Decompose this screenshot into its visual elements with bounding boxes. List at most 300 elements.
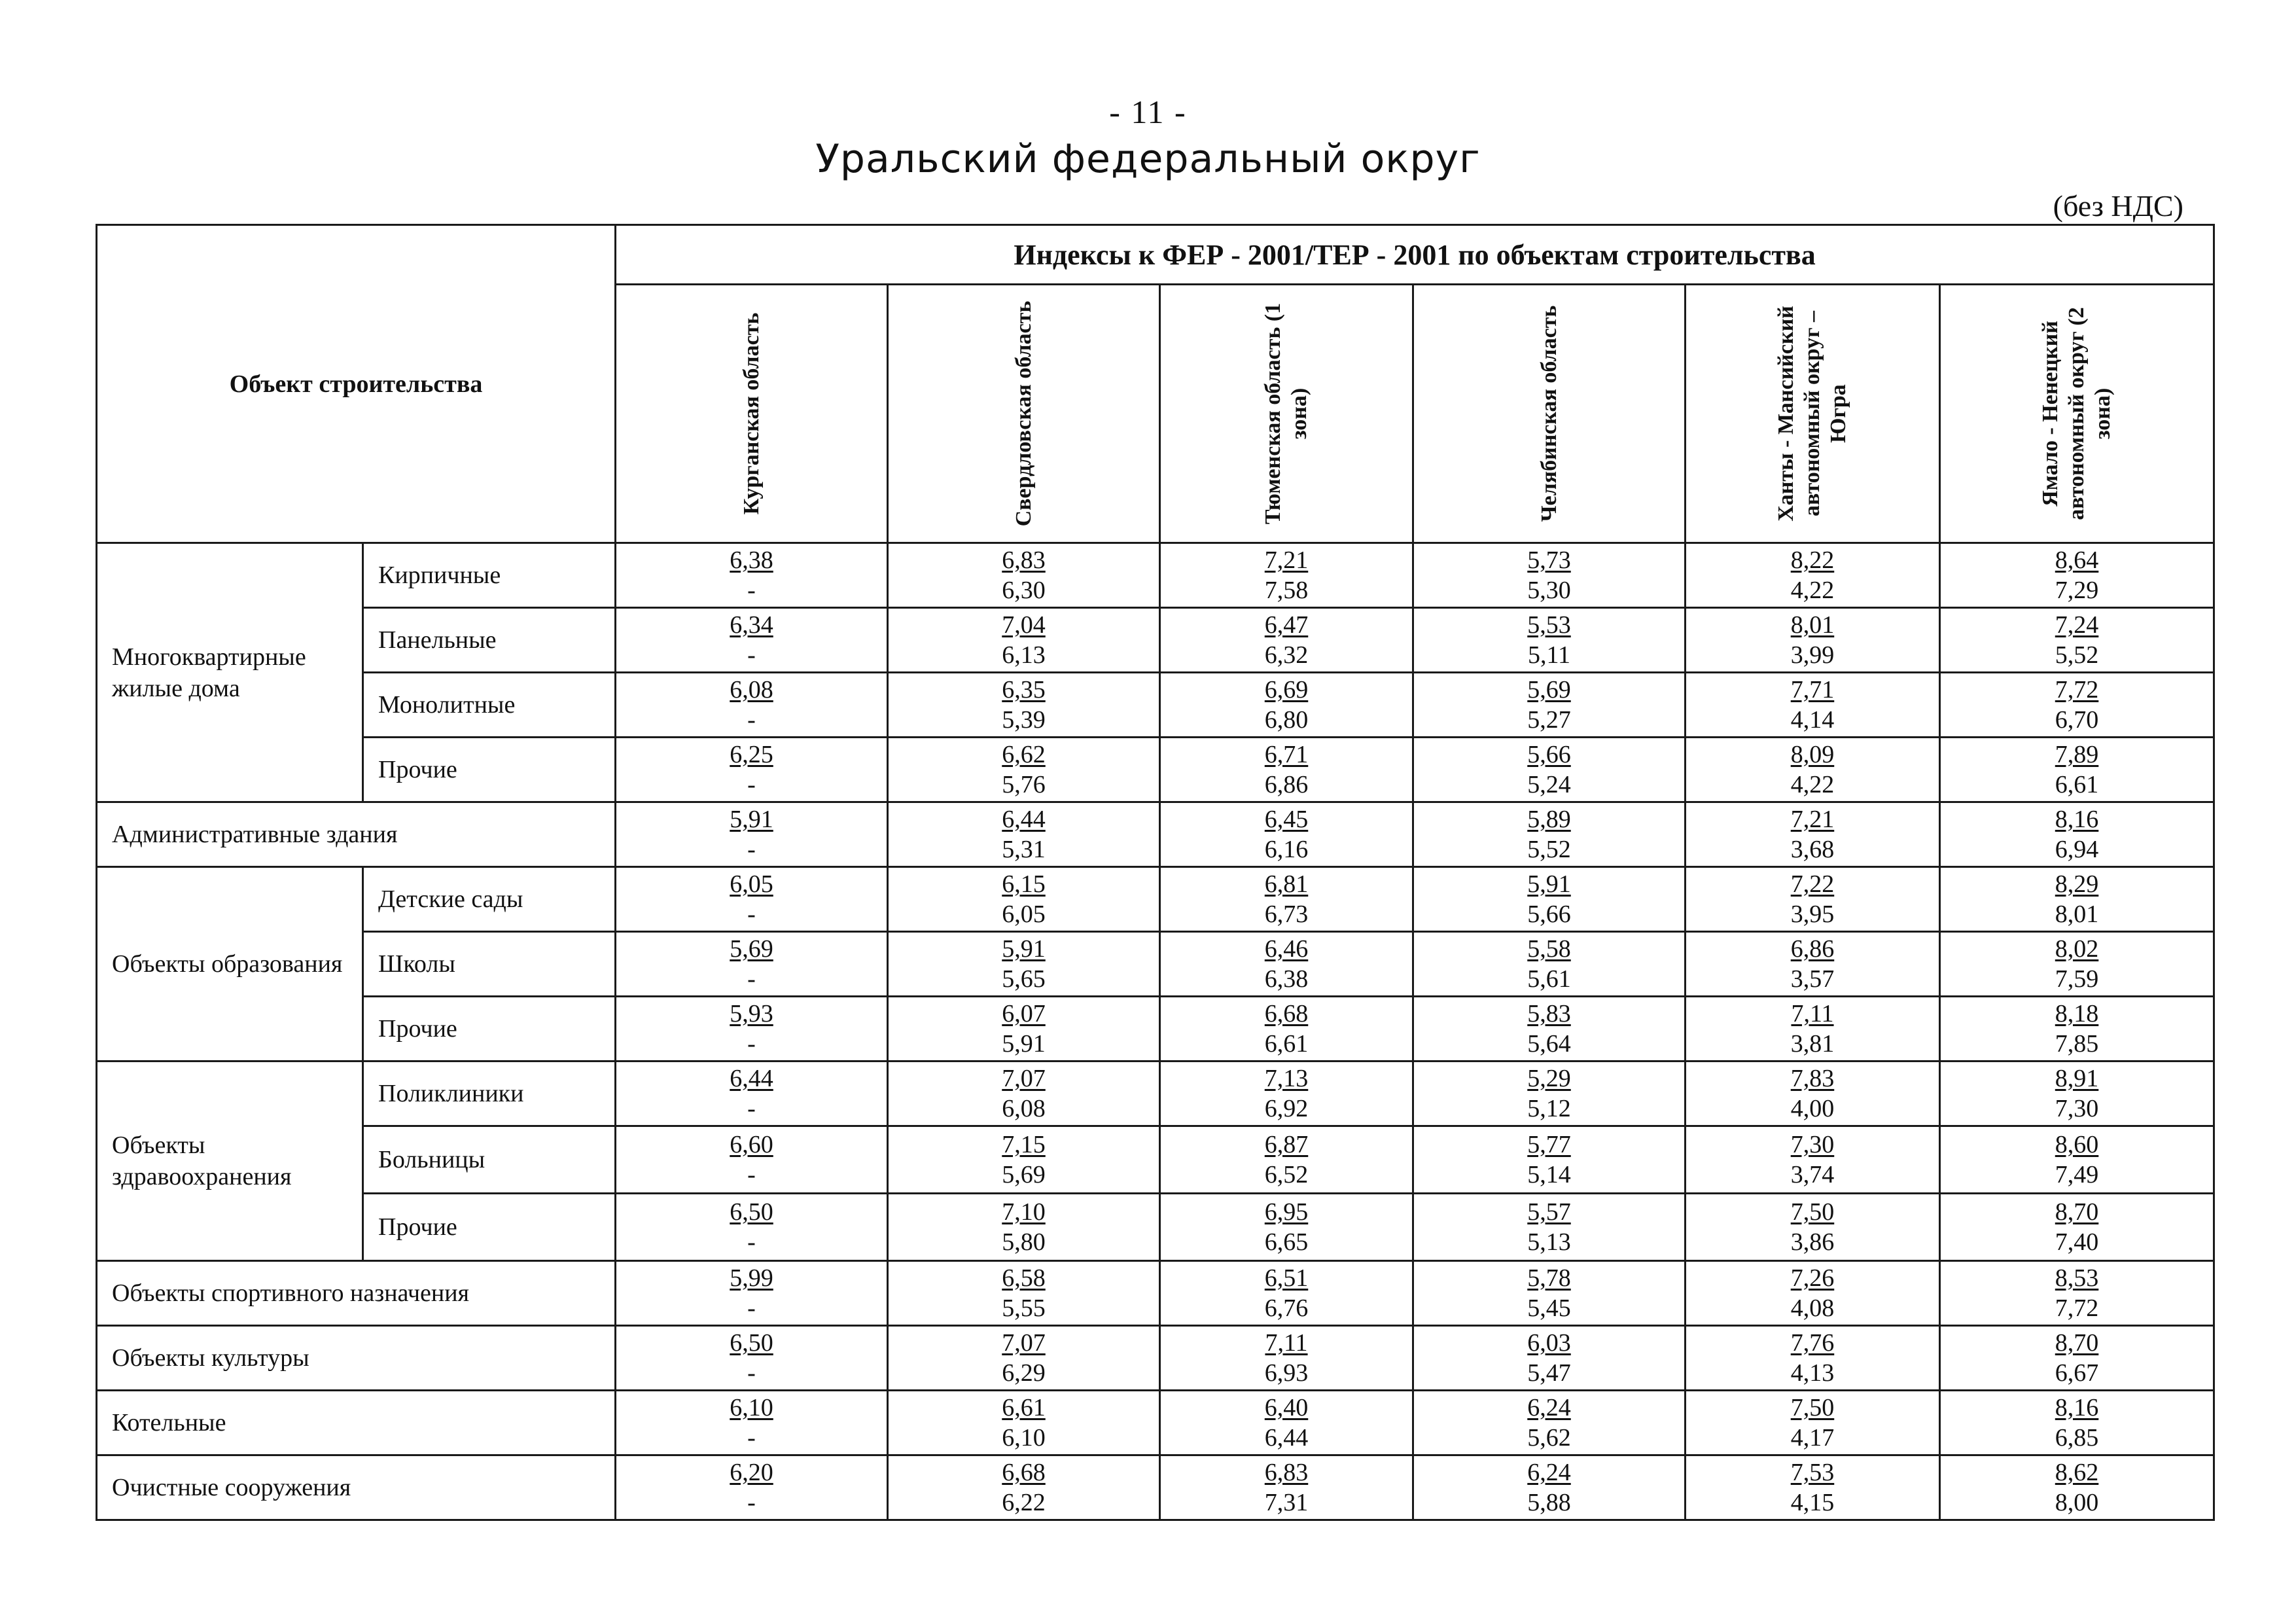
table-row [97, 1126, 2214, 1194]
index-cell [888, 1194, 1160, 1261]
index-value-main: 7,04 [1002, 611, 1046, 639]
index-value-secondary: 7,30 [2055, 1095, 2099, 1122]
index-value-secondary: 6,85 [2055, 1424, 2099, 1452]
index-cell [616, 608, 888, 673]
index-cell [888, 1326, 1160, 1391]
index-value-main: 6,44 [1002, 806, 1046, 833]
index-value-main: 5,91 [1527, 870, 1571, 898]
index-value-main: 7,26 [1790, 1264, 1835, 1292]
index-cell [1940, 1126, 2214, 1194]
index-cell [1160, 608, 1413, 673]
index-cell [1686, 1061, 1940, 1126]
index-value-secondary: - [747, 1294, 756, 1322]
index-value-secondary: 5,45 [1527, 1294, 1571, 1322]
index-value-main: 5,53 [1527, 611, 1571, 639]
index-cell [1413, 1455, 1686, 1520]
index-value-main: 6,15 [1002, 870, 1046, 898]
index-value-secondary: 5,52 [2055, 641, 2099, 669]
index-value-main: 7,15 [1002, 1131, 1046, 1158]
index-value-main: 8,16 [2055, 1394, 2099, 1421]
index-cell [888, 1126, 1160, 1194]
object-label: Котельные [97, 1391, 616, 1455]
index-value-main: 6,81 [1264, 870, 1309, 898]
index-value-main: 6,24 [1527, 1394, 1571, 1421]
subgroup-label: Детские сады [363, 867, 616, 932]
index-value-secondary: 3,95 [1790, 901, 1835, 928]
index-cell [1686, 1194, 1940, 1261]
index-value-main: 6,34 [730, 611, 773, 639]
index-value-secondary: 4,17 [1790, 1424, 1835, 1452]
index-value-main: 6,95 [1264, 1198, 1309, 1226]
index-value-main: 6,03 [1527, 1329, 1571, 1357]
index-value-secondary: 7,72 [2055, 1294, 2099, 1322]
index-value-main: 8,29 [2055, 870, 2099, 898]
index-value-main: 7,11 [1265, 1329, 1308, 1357]
index-value-secondary: 6,44 [1264, 1424, 1309, 1452]
index-value-secondary: 5,62 [1527, 1424, 1571, 1452]
index-value-main: 8,01 [1790, 611, 1835, 639]
index-value-secondary: 3,99 [1790, 641, 1835, 669]
index-value-secondary: 6,13 [1002, 641, 1046, 669]
index-value-main: 5,69 [1527, 676, 1571, 704]
index-value-secondary: 4,22 [1790, 577, 1835, 604]
subgroup-label: Панельные [363, 608, 616, 673]
index-cell [1686, 867, 1940, 932]
index-value-secondary: 6,65 [1264, 1228, 1309, 1256]
index-value-secondary: 5,61 [1527, 965, 1571, 993]
index-value-secondary: 5,91 [1002, 1030, 1046, 1058]
index-cell [1940, 1061, 2214, 1126]
index-cell [616, 673, 888, 738]
index-value-main: 6,35 [1002, 676, 1046, 704]
index-value-secondary: 3,86 [1790, 1228, 1835, 1256]
index-value-secondary: 4,13 [1790, 1359, 1835, 1387]
index-cell [1160, 673, 1413, 738]
index-value-secondary: 6,29 [1002, 1359, 1046, 1387]
index-value-main: 7,07 [1002, 1329, 1046, 1357]
index-value-secondary: 6,16 [1264, 836, 1309, 863]
index-cell [1160, 1391, 1413, 1455]
index-value-main: 6,61 [1002, 1394, 1046, 1421]
index-value-secondary: 6,30 [1002, 577, 1046, 604]
index-value-secondary: 5,12 [1527, 1095, 1571, 1122]
index-cell [1160, 997, 1413, 1061]
index-value-main: 8,18 [2055, 1000, 2099, 1027]
index-cell [1940, 1455, 2214, 1520]
index-value-main: 7,10 [1002, 1198, 1046, 1226]
table-row [97, 1326, 2214, 1391]
index-cell [616, 1455, 888, 1520]
subgroup-label: Прочие [363, 738, 616, 802]
index-cell [1940, 932, 2214, 997]
index-value-main: 8,70 [2055, 1329, 2099, 1357]
index-value-secondary: - [747, 1489, 756, 1516]
index-value-main: 6,60 [730, 1131, 773, 1158]
index-cell [616, 1194, 888, 1261]
index-value-main: 6,45 [1264, 806, 1309, 833]
index-value-main: 5,69 [730, 935, 773, 963]
index-value-secondary: 6,73 [1264, 901, 1309, 928]
index-cell [616, 738, 888, 802]
index-value-main: 6,83 [1264, 1459, 1309, 1486]
subgroup-label: Школы [363, 932, 616, 997]
index-cell [1160, 1194, 1413, 1261]
index-value-secondary: - [747, 706, 756, 734]
table-row [97, 1061, 2214, 1126]
index-value-main: 6,08 [730, 676, 773, 704]
index-cell [888, 1061, 1160, 1126]
index-value-main: 7,21 [1264, 546, 1309, 574]
index-value-secondary: 6,32 [1264, 641, 1309, 669]
index-value-main: 6,68 [1002, 1459, 1046, 1486]
index-value-main: 6,62 [1002, 741, 1046, 768]
indices-table [96, 224, 2215, 1521]
region-label: Ямало - Ненецкий автономный округ (2 зона) [2038, 307, 2115, 520]
index-value-main: 5,66 [1527, 741, 1571, 768]
index-value-secondary: 7,40 [2055, 1228, 2099, 1256]
table-row [97, 867, 2214, 932]
index-value-secondary: 7,85 [2055, 1030, 2099, 1058]
index-cell [1160, 1261, 1413, 1326]
index-value-main: 6,05 [730, 870, 773, 898]
index-cell [1686, 1455, 1940, 1520]
index-value-secondary: 6,52 [1264, 1161, 1309, 1188]
region-header [888, 285, 1160, 543]
index-cell [616, 1126, 888, 1194]
index-value-main: 5,29 [1527, 1065, 1571, 1092]
index-value-secondary: 5,39 [1002, 706, 1046, 734]
index-value-secondary: 5,13 [1527, 1228, 1571, 1256]
index-value-secondary: 3,81 [1790, 1030, 1835, 1058]
table-row [97, 1261, 2214, 1326]
index-cell [888, 997, 1160, 1061]
index-value-secondary: 4,08 [1790, 1294, 1835, 1322]
index-cell [1413, 802, 1686, 867]
index-cell [1413, 997, 1686, 1061]
region-header [1686, 285, 1940, 543]
index-value-secondary: 6,76 [1264, 1294, 1309, 1322]
subgroup-label: Больницы [363, 1126, 616, 1194]
index-value-secondary: 5,31 [1002, 836, 1046, 863]
table-row [97, 1194, 2214, 1261]
table-row [97, 608, 2214, 673]
index-value-secondary: - [747, 901, 756, 928]
index-value-main: 7,71 [1790, 676, 1835, 704]
index-value-main: 5,93 [730, 1000, 773, 1027]
table-row [97, 1391, 2214, 1455]
object-header: Объект строительства [97, 225, 616, 543]
subgroup-label: Монолитные [363, 673, 616, 738]
index-cell [616, 997, 888, 1061]
index-cell [1413, 867, 1686, 932]
index-value-secondary: 6,10 [1002, 1424, 1046, 1452]
index-cell [888, 1391, 1160, 1455]
index-value-main: 6,07 [1002, 1000, 1046, 1027]
group-label: Объекты здравоохранения [97, 1061, 363, 1261]
index-value-secondary: 6,22 [1002, 1489, 1046, 1516]
object-label: Очистные сооружения [97, 1455, 616, 1520]
index-value-secondary: 7,59 [2055, 965, 2099, 993]
page-number: - 11 - [1109, 94, 1187, 130]
index-cell [1413, 1126, 1686, 1194]
index-cell [1686, 1391, 1940, 1455]
table-row [97, 1455, 2214, 1520]
index-value-secondary: 4,14 [1790, 706, 1835, 734]
index-value-main: 6,58 [1002, 1264, 1046, 1292]
index-value-main: 8,22 [1790, 546, 1835, 574]
index-value-main: 6,38 [730, 546, 773, 574]
index-value-main: 6,68 [1264, 1000, 1309, 1027]
index-value-main: 7,50 [1790, 1198, 1835, 1226]
index-value-main: 8,53 [2055, 1264, 2099, 1292]
index-cell [1413, 1326, 1686, 1391]
index-value-main: 5,83 [1527, 1000, 1571, 1027]
index-value-secondary: 6,05 [1002, 901, 1046, 928]
index-cell [1413, 1061, 1686, 1126]
index-cell [616, 802, 888, 867]
index-value-secondary: 6,92 [1264, 1095, 1309, 1122]
index-value-secondary: - [747, 1095, 756, 1122]
index-cell [1413, 673, 1686, 738]
subgroup-label: Поликлиники [363, 1061, 616, 1126]
index-value-secondary: 6,61 [2055, 771, 2099, 798]
index-value-main: 6,44 [730, 1065, 773, 1092]
index-value-secondary: 4,22 [1790, 771, 1835, 798]
index-value-main: 5,91 [730, 806, 773, 833]
index-cell [1160, 1326, 1413, 1391]
index-value-main: 6,24 [1527, 1459, 1571, 1486]
index-cell [616, 1391, 888, 1455]
index-value-main: 6,69 [1264, 676, 1309, 704]
index-cell [1940, 867, 2214, 932]
index-cell [616, 543, 888, 608]
index-value-secondary: - [747, 641, 756, 669]
index-cell [888, 1455, 1160, 1520]
index-value-main: 6,10 [730, 1394, 773, 1421]
index-value-main: 7,53 [1790, 1459, 1835, 1486]
index-value-main: 6,20 [730, 1459, 773, 1486]
index-value-secondary: 6,93 [1264, 1359, 1309, 1387]
index-value-main: 7,83 [1790, 1065, 1835, 1092]
index-cell [616, 1326, 888, 1391]
index-value-main: 6,71 [1264, 741, 1309, 768]
index-value-secondary: 5,64 [1527, 1030, 1571, 1058]
region-label: Ханты - Мансийский автономный округ – Югра [1774, 306, 1850, 522]
index-value-secondary: - [747, 771, 756, 798]
index-value-main: 8,91 [2055, 1065, 2099, 1092]
index-value-main: 7,89 [2055, 741, 2099, 768]
index-value-secondary: 6,86 [1264, 771, 1309, 798]
index-value-secondary: 6,67 [2055, 1359, 2099, 1387]
index-cell [1686, 1326, 1940, 1391]
index-value-secondary: 8,01 [2055, 901, 2099, 928]
index-value-main: 6,83 [1002, 546, 1046, 574]
index-value-main: 8,64 [2055, 546, 2099, 574]
index-value-secondary: 6,80 [1264, 706, 1309, 734]
index-cell [1160, 738, 1413, 802]
index-cell [1413, 932, 1686, 997]
index-value-main: 6,25 [730, 741, 773, 768]
object-label: Объекты спортивного назначения [97, 1261, 616, 1326]
index-cell [616, 1061, 888, 1126]
index-value-main: 7,11 [1791, 1000, 1834, 1027]
group-label: Многоквартирные жилые дома [97, 543, 363, 802]
index-cell [1686, 802, 1940, 867]
index-value-secondary: 4,00 [1790, 1095, 1835, 1122]
index-cell [888, 1261, 1160, 1326]
index-value-secondary: 6,70 [2055, 706, 2099, 734]
index-cell [1686, 1126, 1940, 1194]
index-value-main: 8,09 [1790, 741, 1835, 768]
index-value-secondary: 5,80 [1002, 1228, 1046, 1256]
index-value-secondary: 3,74 [1790, 1161, 1835, 1188]
index-cell [1413, 1391, 1686, 1455]
index-value-main: 8,70 [2055, 1198, 2099, 1226]
index-cell [888, 608, 1160, 673]
index-value-secondary: 8,00 [2055, 1489, 2099, 1516]
index-value-secondary: - [747, 1228, 756, 1256]
index-value-secondary: 7,29 [2055, 577, 2099, 604]
index-cell [1413, 608, 1686, 673]
index-value-main: 7,76 [1790, 1329, 1835, 1357]
region-header [616, 285, 888, 543]
index-value-main: 6,40 [1264, 1394, 1309, 1421]
vat-note: (без НДС) [2053, 189, 2183, 223]
index-value-secondary: 5,47 [1527, 1359, 1571, 1387]
index-value-main: 7,50 [1790, 1394, 1835, 1421]
index-value-main: 5,57 [1527, 1198, 1571, 1226]
index-value-secondary: 6,94 [2055, 836, 2099, 863]
index-cell [1413, 543, 1686, 608]
index-cell [1160, 543, 1413, 608]
index-cell [1160, 932, 1413, 997]
index-cell [888, 543, 1160, 608]
index-cell [1940, 738, 2214, 802]
index-value-secondary: - [747, 1424, 756, 1452]
index-value-secondary: 5,30 [1527, 577, 1571, 604]
index-cell [1160, 1455, 1413, 1520]
index-value-secondary: 7,31 [1264, 1489, 1309, 1516]
index-cell [1686, 673, 1940, 738]
subgroup-label: Прочие [363, 1194, 616, 1261]
index-cell [1686, 932, 1940, 997]
index-value-secondary: - [747, 1359, 756, 1387]
index-cell [888, 802, 1160, 867]
index-cell [1413, 1261, 1686, 1326]
index-value-main: 6,51 [1264, 1264, 1309, 1292]
region-header [1413, 285, 1686, 543]
index-value-main: 8,62 [2055, 1459, 2099, 1486]
index-value-main: 6,86 [1790, 935, 1835, 963]
table-row [97, 997, 2214, 1061]
index-value-secondary: 5,65 [1002, 965, 1046, 993]
index-cell [1686, 738, 1940, 802]
index-cell [1160, 867, 1413, 932]
index-value-secondary: - [747, 965, 756, 993]
index-value-main: 7,22 [1790, 870, 1835, 898]
index-value-main: 7,30 [1790, 1131, 1835, 1158]
index-cell [1686, 1261, 1940, 1326]
index-value-main: 7,21 [1790, 806, 1835, 833]
index-cell [888, 738, 1160, 802]
index-cell [1940, 1194, 2214, 1261]
index-cell [888, 932, 1160, 997]
index-value-main: 6,50 [730, 1329, 773, 1357]
index-value-main: 6,87 [1264, 1131, 1309, 1158]
index-value-secondary: - [747, 836, 756, 863]
index-cell [888, 867, 1160, 932]
index-cell [616, 867, 888, 932]
table-row [97, 673, 2214, 738]
index-value-main: 5,78 [1527, 1264, 1571, 1292]
index-value-secondary: 3,57 [1790, 965, 1835, 993]
table-row [97, 802, 2214, 867]
index-value-secondary: 5,69 [1002, 1161, 1046, 1188]
index-value-secondary: 3,68 [1790, 836, 1835, 863]
index-cell [616, 1261, 888, 1326]
index-cell [1686, 543, 1940, 608]
index-value-secondary: 7,58 [1264, 577, 1309, 604]
index-cell [1413, 738, 1686, 802]
index-cell [1940, 997, 2214, 1061]
index-cell [1940, 1261, 2214, 1326]
index-value-secondary: 5,11 [1527, 641, 1571, 669]
index-value-main: 8,16 [2055, 806, 2099, 833]
index-value-secondary: - [747, 1030, 756, 1058]
index-cell [1940, 543, 2214, 608]
index-cell [1940, 802, 2214, 867]
index-value-main: 6,50 [730, 1198, 773, 1226]
index-value-secondary: 6,08 [1002, 1095, 1046, 1122]
object-label: Объекты культуры [97, 1326, 616, 1391]
page-title: Уральский федеральный округ [815, 136, 1481, 182]
index-value-main: 7,24 [2055, 611, 2099, 639]
table-row [97, 543, 2214, 608]
subgroup-label: Кирпичные [363, 543, 616, 608]
region-label: Свердловская область [1011, 300, 1036, 527]
index-value-main: 8,02 [2055, 935, 2099, 963]
group-label: Объекты образования [97, 867, 363, 1061]
index-value-main: 5,73 [1527, 546, 1571, 574]
index-value-main: 7,13 [1264, 1065, 1309, 1092]
index-value-main: 5,58 [1527, 935, 1571, 963]
indices-header: Индексы к ФЕР - 2001/ТЕР - 2001 по объектам строительства [616, 225, 2214, 285]
index-value-secondary: 5,66 [1527, 901, 1571, 928]
index-value-main: 6,46 [1264, 935, 1309, 963]
index-value-secondary: 6,61 [1264, 1030, 1309, 1058]
index-cell [1413, 1194, 1686, 1261]
index-cell [1940, 1326, 2214, 1391]
index-value-secondary: 5,76 [1002, 771, 1046, 798]
index-value-secondary: 5,52 [1527, 836, 1571, 863]
index-value-secondary: 5,27 [1527, 706, 1571, 734]
region-label: Челябинская область [1536, 305, 1561, 522]
index-value-secondary: 7,49 [2055, 1161, 2099, 1188]
table-row [97, 932, 2214, 997]
object-label: Административные здания [97, 802, 616, 867]
index-cell [1686, 608, 1940, 673]
index-value-main: 5,77 [1527, 1131, 1571, 1158]
index-value-main: 5,89 [1527, 806, 1571, 833]
index-value-main: 7,72 [2055, 676, 2099, 704]
index-cell [888, 673, 1160, 738]
region-header [1160, 285, 1413, 543]
index-value-secondary: 5,14 [1527, 1161, 1571, 1188]
index-value-secondary: - [747, 577, 756, 604]
index-value-main: 8,60 [2055, 1131, 2099, 1158]
index-cell [1160, 1126, 1413, 1194]
index-value-secondary: 6,38 [1264, 965, 1309, 993]
